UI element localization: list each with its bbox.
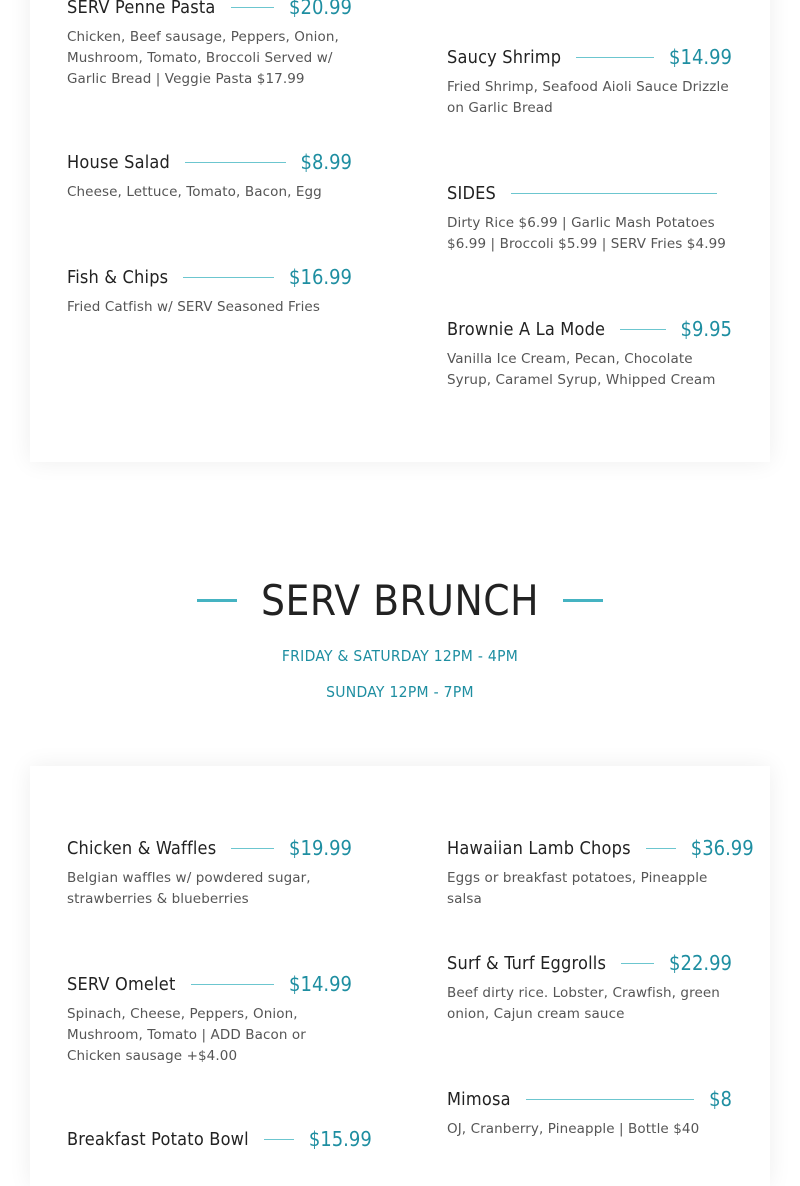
item-description: Dirty Rice $6.99 | Garlic Mash Potatoes $6.99 | Broccoli $5.99 | SERV Fries $4.99 [447,215,726,252]
menu-item [67,834,352,910]
item-name: Brownie A La Mode [447,318,606,340]
item-price: $15.99 [308,1127,372,1151]
item-divider [511,193,717,194]
item-name: Hawaiian Lamb Chops [447,837,631,859]
item-description: OJ, Cranberry, Pineapple | Bottle $40 [447,1121,700,1137]
item-name: Mimosa [447,1088,511,1110]
menu-item [447,1085,732,1140]
item-description: Cheese, Lettuce, Tomato, Bacon, Egg [67,184,322,200]
item-name: SERV Penne Pasta [67,0,216,18]
item-name: Fish & Chips [67,266,169,288]
item-name: SERV Omelet [67,973,176,995]
item-description: Fried Shrimp, Seafood Aioli Sauce Drizzle on Garlic Bread [447,79,729,116]
item-description: Spinach, Cheese, Peppers, Onion, Mushroom, Tomato | ADD Bacon or Chicken sausage +$4.00 [67,1006,306,1064]
item-price: $36.99 [690,836,754,860]
section-title: SERV BRUNCH [260,575,540,625]
item-price: $8.99 [300,150,352,174]
item-divider [620,329,665,330]
title-accent-bar-left [197,599,237,602]
menu-item [447,43,732,119]
item-divider [183,277,274,278]
section-heading [0,572,800,628]
item-price: $14.99 [669,45,732,69]
item-price: $9.95 [680,317,732,341]
menu-item [447,315,732,391]
brunch-hours-weekend: FRIDAY & SATURDAY 12PM - 4PM [281,647,519,665]
menu-item [67,0,352,90]
item-divider [646,848,676,849]
item-divider [576,57,654,58]
item-name: Surf & Turf Eggrolls [447,952,607,974]
item-divider [231,848,274,849]
menu-item-sides [447,179,732,255]
item-description: Beef dirty rice. Lobster, Crawfish, green onion, Cajun cream sauce [447,985,720,1022]
item-description: Eggs or breakfast potatoes, Pineapple salsa [447,870,708,907]
brunch-hours-sunday: SUNDAY 12PM - 7PM [326,683,474,701]
menu-item [67,263,352,318]
item-name: SIDES [447,182,497,204]
menu-item [67,1125,372,1153]
menu-item [447,834,754,910]
item-price: $19.99 [289,836,352,860]
menu-item [447,949,732,1025]
item-name: House Salad [67,151,171,173]
title-accent-bar-right [563,599,603,602]
item-divider [264,1139,294,1140]
menu-item [67,148,352,203]
item-name: Saucy Shrimp [447,46,562,68]
item-description: Vanilla Ice Cream, Pecan, Chocolate Syrup, Caramel Syrup, Whipped Cream [447,351,716,388]
item-name: Chicken & Waffles [67,837,217,859]
item-divider [231,7,275,8]
item-price: $20.99 [289,0,352,19]
item-divider [621,963,654,964]
menu-item [67,970,352,1067]
item-price: $16.99 [289,265,352,289]
item-divider [185,162,285,163]
item-price: $8 [709,1087,732,1111]
item-divider [526,1099,694,1100]
item-name: Breakfast Potato Bowl [67,1128,249,1150]
item-description: Chicken, Beef sausage, Peppers, Onion, Mushroom, Tomato, Broccoli Served w/ Garlic Bread | Veggie Pasta $17.99 [67,29,339,87]
item-price: $14.99 [289,972,352,996]
item-description: Fried Catfish w/ SERV Seasoned Fries [67,299,320,315]
item-description: Belgian waffles w/ powdered sugar, strawberries & blueberries [67,870,311,907]
item-divider [191,984,275,985]
item-price: $22.99 [669,951,732,975]
